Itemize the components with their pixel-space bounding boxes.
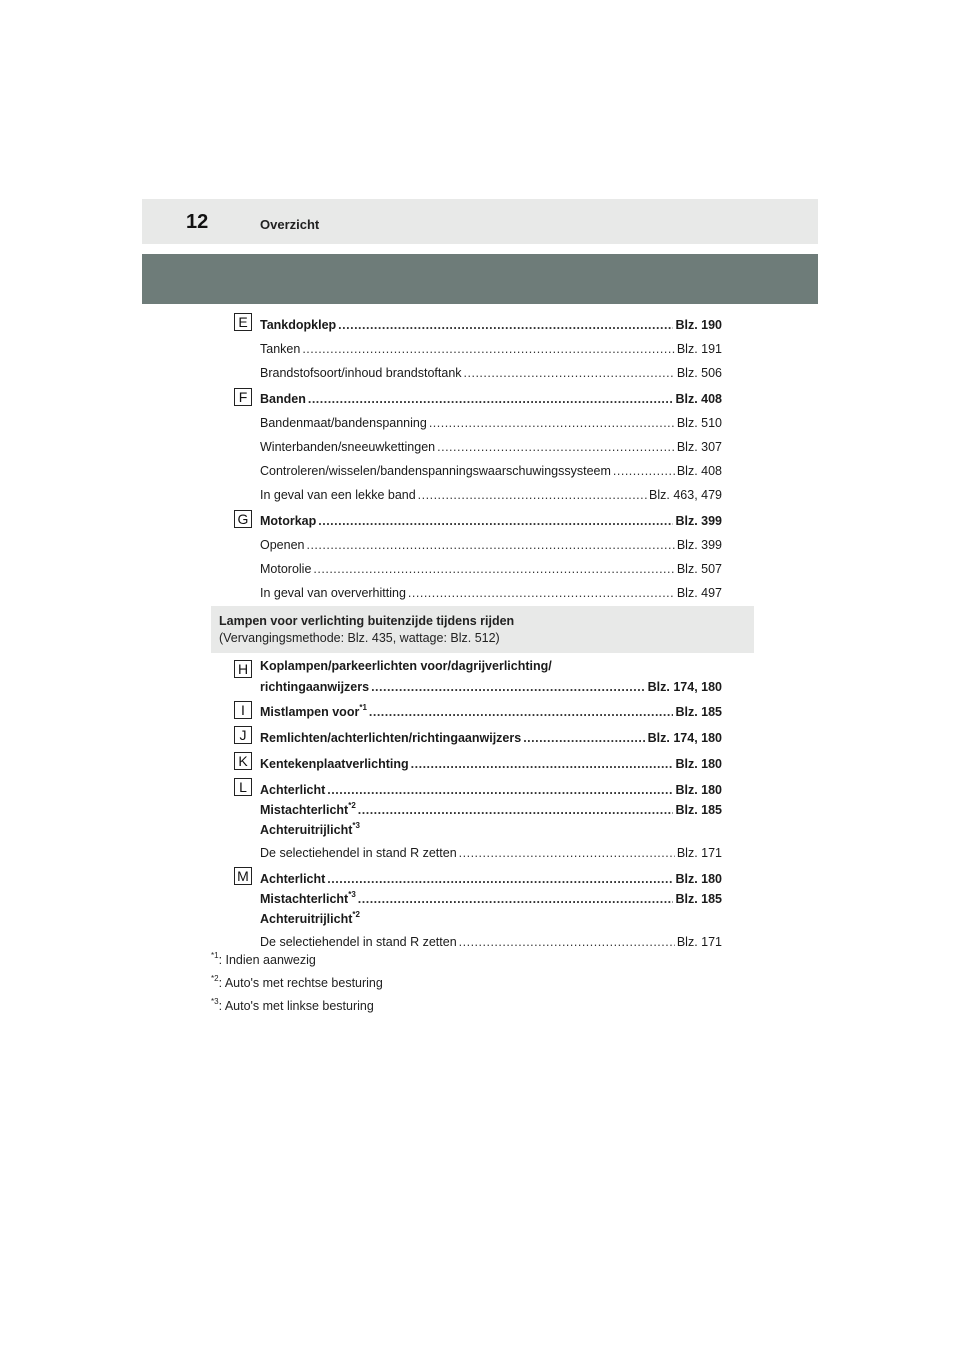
item-page: Blz. 399 — [676, 538, 722, 552]
item-label: Controleren/wisselen/bandenspanningswaarschuwingssysteem — [260, 464, 611, 478]
list-item[interactable] — [260, 906, 722, 926]
item-label: Winterbanden/sneeuwkettingen — [260, 440, 436, 454]
footnote-mark: *3 — [211, 997, 219, 1006]
item-page: Blz. 185 — [675, 892, 722, 906]
list-item[interactable] — [260, 777, 722, 797]
badge-l: L — [234, 778, 252, 796]
footnote-text: : Indien aanwezig — [218, 953, 316, 967]
item-page: Blz. 185 — [675, 705, 722, 719]
list-item[interactable] — [260, 360, 722, 380]
list-item[interactable] — [260, 410, 722, 430]
item-label: In geval van een lekke band — [260, 488, 416, 502]
section-subtitle: (Vervangingsmethode: Blz. 435, wattage: Blz. 512) — [219, 631, 500, 645]
footnote-ref: *2 — [348, 801, 356, 810]
item-label: Motorkap — [260, 514, 317, 528]
list-item[interactable] — [260, 312, 722, 332]
item-label: De selectiehendel in stand R zetten — [260, 935, 457, 949]
item-page: Blz. 171 — [676, 935, 722, 949]
list-item[interactable] — [260, 674, 722, 694]
section-box — [211, 606, 754, 653]
item-page: Blz. 191 — [676, 342, 722, 356]
item-page: Blz. 180 — [675, 872, 722, 886]
footnote-mark: *2 — [211, 974, 219, 983]
item-label: Mistachterlicht — [260, 892, 349, 906]
item-label: In geval van oververhitting — [260, 586, 406, 600]
list-item[interactable] — [260, 725, 722, 745]
badge-e: E — [234, 313, 252, 331]
item-label: Brandstofsoort/inhoud brandstoftank — [260, 366, 462, 380]
footnote-ref: *1 — [359, 703, 367, 712]
item-label: Achteruitrijlicht — [260, 823, 353, 837]
item-label: Remlichten/achterlichten/richtingaanwijzers — [260, 731, 522, 745]
item-page: Blz. 506 — [676, 366, 722, 380]
list-item[interactable] — [260, 929, 722, 949]
badge-k: K — [234, 752, 252, 770]
item-label: Motorolie — [260, 562, 312, 576]
item-page: Blz. 174, 180 — [647, 731, 722, 745]
item-label: De selectiehendel in stand R zetten — [260, 846, 457, 860]
item-page: Blz. 307 — [676, 440, 722, 454]
item-label: Banden — [260, 392, 306, 406]
list-item[interactable] — [260, 699, 722, 719]
footnote-ref: *3 — [348, 890, 356, 899]
item-label: Achteruitrijlicht — [260, 912, 353, 926]
item-page: Blz. 174, 180 — [647, 680, 722, 694]
list-item[interactable] — [260, 556, 722, 576]
list-item[interactable] — [260, 886, 722, 906]
item-label: Kentekenplaatverlichting — [260, 757, 409, 771]
badge-h: H — [234, 660, 252, 678]
list-item[interactable] — [260, 653, 722, 673]
list-item[interactable] — [260, 866, 722, 886]
list-item[interactable] — [260, 434, 722, 454]
item-page: Blz. 463, 479 — [649, 488, 722, 502]
item-page: Blz. 171 — [676, 846, 722, 860]
item-label: Openen — [260, 538, 305, 552]
list-item[interactable] — [260, 817, 722, 837]
footnote — [211, 999, 374, 1013]
footnote-mark: *1 — [211, 951, 219, 960]
list-item[interactable] — [260, 532, 722, 552]
item-label: Bandenmaat/bandenspanning — [260, 416, 427, 430]
item-label: Tankdopklep — [260, 318, 337, 332]
item-page: Blz. 510 — [676, 416, 722, 430]
item-page: Blz. 180 — [675, 757, 722, 771]
header-title: Overzicht — [260, 217, 320, 232]
item-label: Mistachterlicht — [260, 803, 349, 817]
badge-m: M — [234, 867, 252, 885]
list-item[interactable] — [260, 840, 722, 860]
item-page: Blz. 497 — [676, 586, 722, 600]
item-label: Achterlicht — [260, 783, 326, 797]
footnote-text: : Auto's met linkse besturing — [218, 999, 374, 1013]
section-title: Lampen voor verlichting buitenzijde tijdens rijden — [219, 614, 515, 628]
footnote-text: : Auto's met rechtse besturing — [218, 976, 383, 990]
list-item[interactable] — [260, 336, 722, 356]
page-number: 12 — [186, 211, 209, 233]
item-page: Blz. 408 — [676, 464, 722, 478]
item-label: richtingaanwijzers — [260, 680, 370, 694]
list-item[interactable] — [260, 508, 722, 528]
footnote-ref: *2 — [352, 910, 360, 919]
footnote — [211, 976, 383, 990]
list-item[interactable] — [260, 797, 722, 817]
item-label: Achterlicht — [260, 872, 326, 886]
badge-j: J — [234, 726, 252, 744]
item-page: Blz. 190 — [675, 318, 722, 332]
list-item[interactable] — [260, 482, 722, 502]
item-page: Blz. 185 — [675, 803, 722, 817]
footnote — [211, 953, 316, 967]
item-label: Koplampen/parkeerlichten voor/dagrijverlichting/ — [260, 659, 552, 673]
badge-i: I — [234, 701, 252, 719]
list-item[interactable] — [260, 751, 722, 771]
item-label: Mistlampen voor — [260, 705, 360, 719]
badge-g: G — [234, 510, 252, 528]
item-page: Blz. 399 — [675, 514, 722, 528]
item-page: Blz. 507 — [676, 562, 722, 576]
list-item[interactable] — [260, 580, 722, 600]
footnote-ref: *3 — [352, 821, 360, 830]
list-item[interactable] — [260, 386, 722, 406]
item-label: Tanken — [260, 342, 301, 356]
item-page: Blz. 408 — [675, 392, 722, 406]
list-item[interactable] — [260, 458, 722, 478]
item-page: Blz. 180 — [675, 783, 722, 797]
badge-f: F — [234, 388, 252, 406]
